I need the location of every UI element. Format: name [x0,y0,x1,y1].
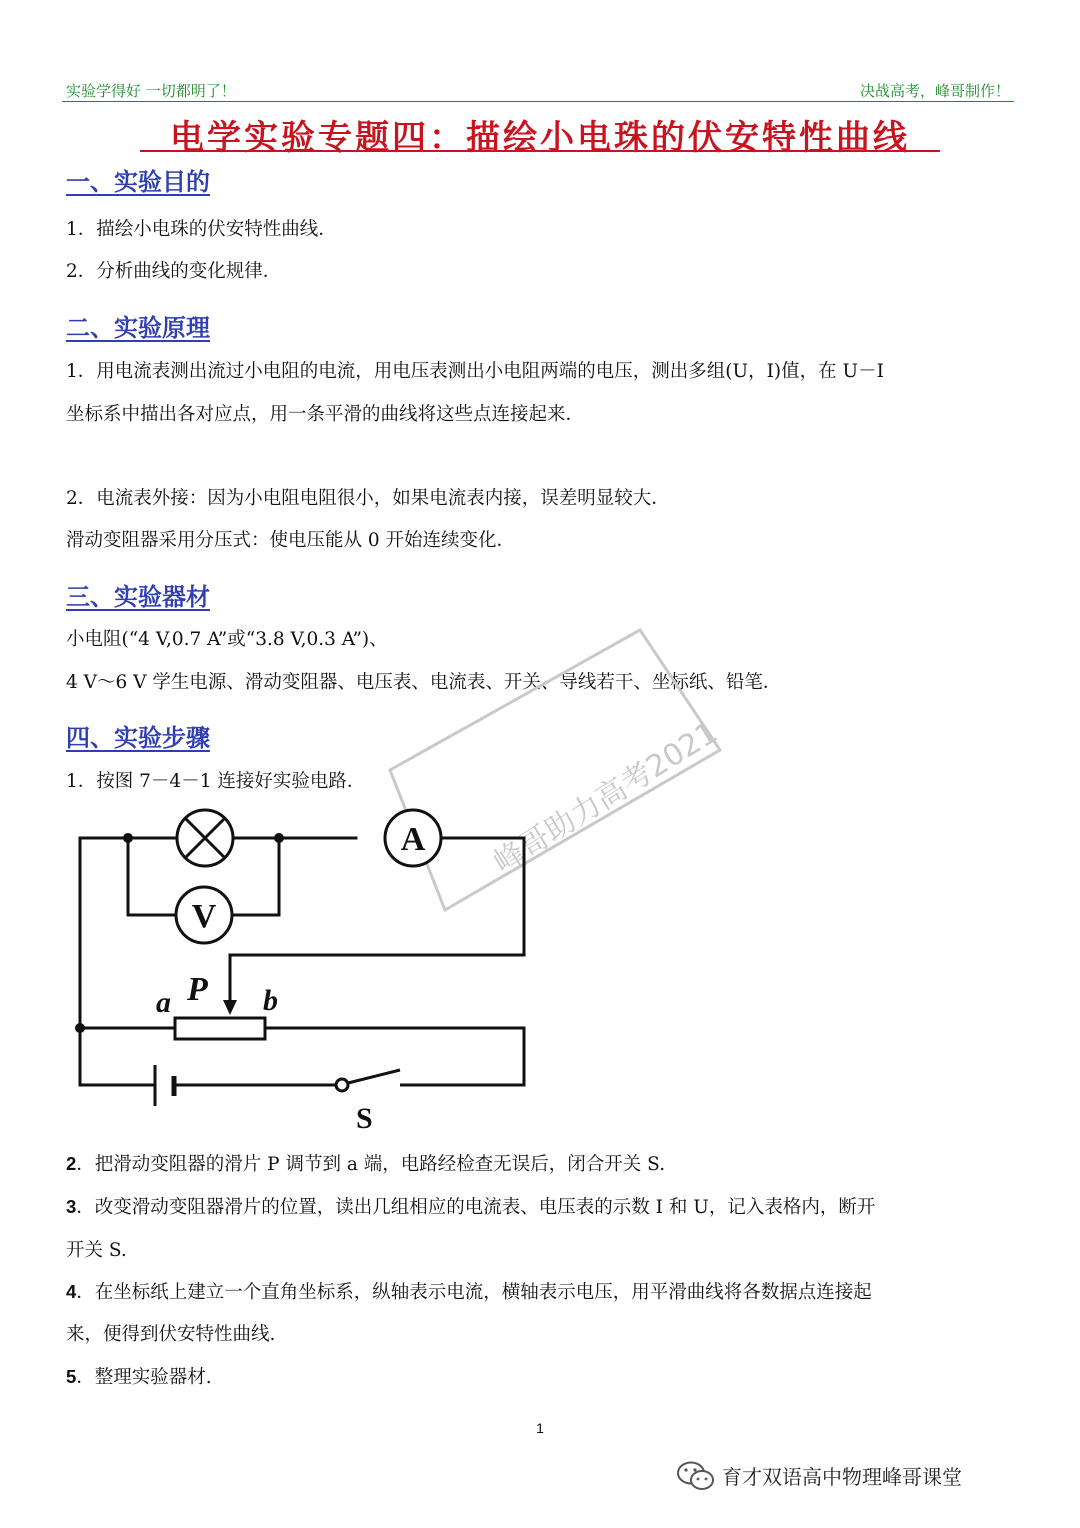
principle-line-4: 滑动变阻器采用分压式：使电压能从 0 开始连续变化． [66,530,516,551]
step-1: 1．按图 7－4－1 连接好实验电路． [66,771,366,792]
rheostat-symbol [175,1018,265,1039]
step-4 [66,1280,872,1305]
step-text: ．在坐标纸上建立一个直角坐标系，纵轴表示电流，横轴表示电压，用平滑曲线将各数据点连接起 [76,1282,872,1303]
purpose-line-1: 1．描绘小电珠的伏安特性曲线． [66,219,337,240]
voltmeter-label: V [191,898,217,935]
principle-line-2: 坐标系中描出各对应点，用一条平滑的曲线将这些点连接起来． [66,404,585,425]
page-title: 电学实验专题四：描绘小电珠的伏安特性曲线 [170,118,910,158]
header-left: 实验学得好 一切都明了！ [66,82,236,100]
section-heading-principle: 二、实验原理 [66,313,210,342]
wechat-icon [676,1459,716,1493]
step-number: 4 [66,1281,77,1302]
circuit-diagram [60,800,560,1140]
step-text: 来，便得到伏安特性曲线. [66,1324,276,1345]
step-2 [66,1152,665,1177]
footer-brand: 育才双语高中物理峰哥课堂 [722,1465,962,1489]
step-number: 5 [66,1366,77,1387]
header-right: 决战高考，峰哥制作！ [859,82,1010,100]
section-heading-equipment: 三、实验器材 [66,582,210,611]
junction-dot [123,833,133,843]
section-heading-purpose: 一、实验目的 [66,167,210,196]
watermark-text: 峰哥助力高考2021 [487,715,724,881]
section-heading-steps: 四、实验步骤 [66,723,210,752]
label-s: S [356,1102,373,1135]
principle-line-1: 1．用电流表测出流过小电阻的电流，用电压表测出小电阻两端的电压，测出多组(U，I)值，在 U－I [66,361,884,382]
step-number: 2 [66,1153,77,1174]
step-text: 开关 S. [66,1240,127,1261]
slider-arrow [223,1000,237,1015]
header-divider [62,101,1014,102]
step-text: ．改变滑动变阻器滑片的位置，读出几组相应的电流表、电压表的示数 I 和 U，记入表格内，断开 [76,1197,876,1218]
step-5 [66,1365,212,1390]
title-underline [140,150,940,152]
label-a: a [156,986,171,1019]
equipment-line-2: 4 V～6 V 学生电源、滑动变阻器、电压表、电流表、开关、导线若干、坐标纸、铅笔． [66,672,782,693]
voltmeter-symbol [176,887,232,943]
ammeter-symbol [385,810,441,866]
step-text: ．把滑动变阻器的滑片 P 调节到 a 端，电路经检查无误后，闭合开关 S. [76,1154,666,1175]
junction-dot [274,833,284,843]
switch-blade [348,1070,400,1083]
ammeter-label: A [400,821,426,858]
lamp-symbol [177,810,233,866]
step-text: ．整理实验器材. [76,1367,212,1388]
switch-pivot [336,1079,348,1091]
step-4-continued [66,1322,275,1347]
purpose-line-2: 2．分析曲线的变化规律． [66,261,282,282]
step-number: 3 [66,1196,77,1217]
page-number: 1 [536,1420,544,1436]
step-3-continued [66,1238,127,1263]
junction-dot [75,1023,85,1033]
equipment-line-1: 小电阻(“4 V,0.7 A”或“3.8 V,0.3 A”)、 [66,629,388,650]
step-3 [66,1195,875,1220]
principle-line-3: 2．电流表外接：因为小电阻电阻很小，如果电流表内接，误差明显较大． [66,488,670,509]
label-p: P [187,971,208,1008]
label-b: b [263,984,278,1017]
